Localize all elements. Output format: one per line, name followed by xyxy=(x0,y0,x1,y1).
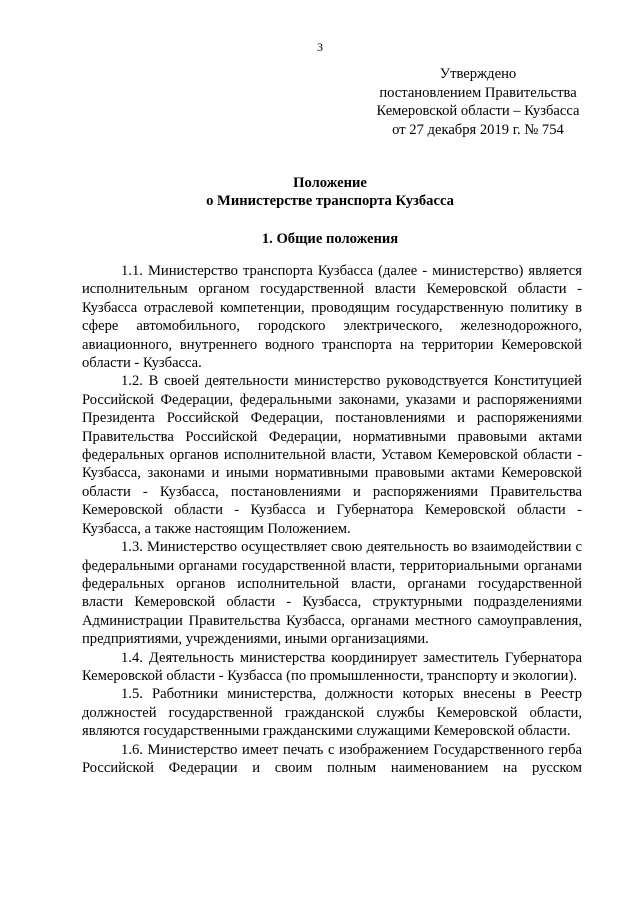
approval-stamp xyxy=(358,65,598,139)
paragraph-1-6: 1.6. Министерство имеет печать с изображением Государственного герба Российской Федерации и своим полным наименованием на русском xyxy=(82,741,582,776)
section-body xyxy=(82,262,582,777)
approval-line-1: Утверждено xyxy=(439,66,517,82)
approval-line-3: Кемеровской области – Кузбасса xyxy=(376,103,580,119)
paragraph-1-4: 1.4. Деятельность министерства координирует заместитель Губернатора Кемеровской области - Кузбасса (по промышленности, транспорту и экологии). xyxy=(82,649,582,684)
approval-line-2: постановлением Правительства xyxy=(379,84,577,101)
paragraph-1-5: 1.5. Работники министерства, должности которых внесены в Реестр должностей государственной гражданской службы Кемеровской области, являются государственными гражданскими служащими Кемеровской области. xyxy=(82,686,582,740)
page-number: 3 xyxy=(317,40,323,54)
document-title-line-2: о Министерстве транспорта Кузбасса xyxy=(206,193,454,209)
paragraph-1-1: 1.1. Министерство транспорта Кузбасса (далее - министерство) является исполнительным органом государственной власти Кемеровской области - Кузбасса отраслевой компетенции, проводящим государственную политику в сфере автомобильного, городского электрического, железнодорожного, авиационного, внутреннего водного транспорта на территории Кемеровской области - Кузбасса. xyxy=(82,263,582,372)
paragraph-1-2: 1.2. В своей деятельности министерство руководствуется Конституцией Российской Федерации, федеральными законами, указами и распоряжениями Президента Российской Федерации, постановлениями и распоряжениями Правительства Российской Федерации, нормативными правовыми актами федеральных органов исполнительной власти, Уставом Кемеровской области - Кузбасса, законами и иными нормативными правовыми актами Кемеровской области - Кузбасса, постановлениями и распоряжениями Правительства Кемеровской области - Кузбасса и Губернатора Кемеровской области - Кузбасса, а также настоящим Положением. xyxy=(82,373,582,537)
section-heading: 1. Общие положения xyxy=(261,231,399,247)
document-title xyxy=(60,174,600,210)
approval-line-4: от 27 декабря 2019 г. № 754 xyxy=(392,121,564,138)
paragraph-1-3: 1.3. Министерство осуществляет свою деятельность во взаимодействии с федеральными органами государственной власти, территориальными органами федеральных органов исполнительной власти, органами государственной власти Кемеровской области - Кузбасса, структурными подразделениями Администрации Правительства Кузбасса, органами местного самоуправления, предприятиями, учреждениями, иными организациями. xyxy=(82,539,582,648)
document-title-line-1: Положение xyxy=(293,175,367,191)
